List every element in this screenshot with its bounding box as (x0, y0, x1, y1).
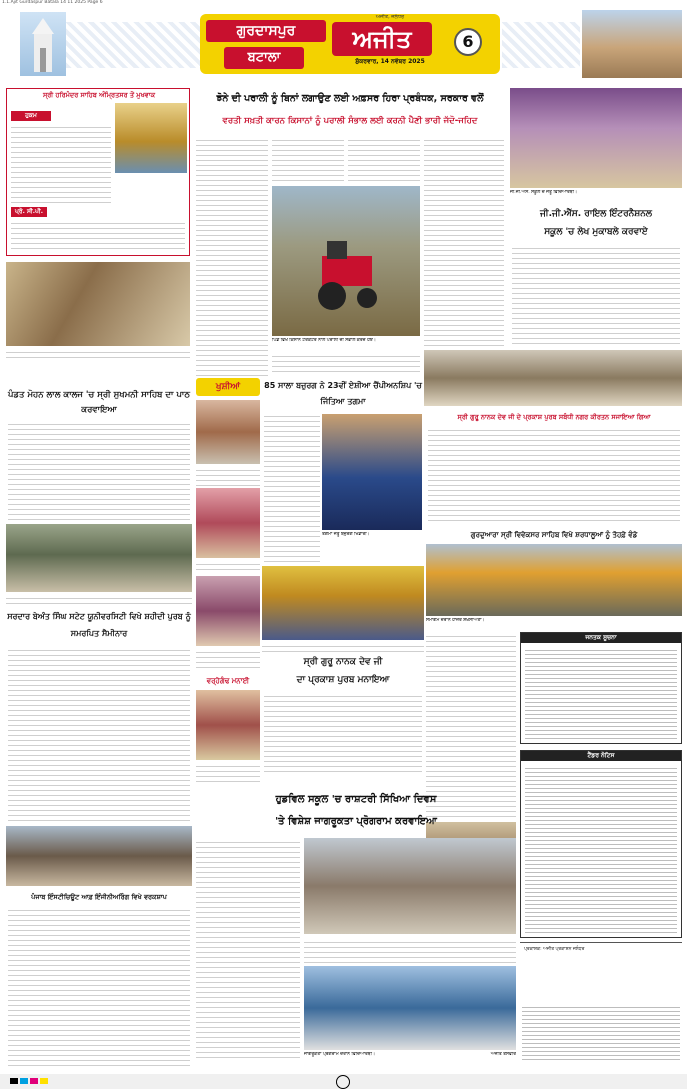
gurunanak-headline-2: ਦਾ ਪ੍ਰਕਾਸ਼ ਪੁਰਬ ਮਨਾਇਆ (296, 675, 390, 685)
gurunanak-story (264, 692, 422, 776)
hukamnama-title: ਸ੍ਰੀ ਹਰਿਮੰਦਰ ਸਾਹਿਬ ਅੰਮ੍ਰਿਤਸਰ ਤੋਂ ਮੁਖਵਾਕ (7, 89, 190, 101)
main-headline-2: ਵਰਤੀ ਸਖ਼ਤੀ ਕਾਰਨ ਕਿਸਾਨਾਂ ਨੂੰ ਪਰਾਲੀ ਸੰਭਾਲ ਲਈ ਕਰਨੀ ਪੈਣੀ ਭਾਰੀ ਜੱਦੋ-ਜਹਿਦ (222, 116, 478, 126)
ggs-story (512, 244, 680, 348)
photo-byline: ਅਜੀਤ ਤਸਵੀਰ (490, 1052, 516, 1057)
main-story-col4 (424, 136, 504, 376)
khushian-banner: ਖੁਸ਼ੀਆਂ (196, 378, 260, 396)
public-notice-box (520, 632, 682, 744)
golden-temple-image (115, 103, 187, 173)
punjab-headline: ਪੰਜਾਬ ਇੰਸਟੀਚਿਊਟ ਆਫ਼ ਇੰਜੀਨੀਅਰਿੰਗ ਵਿਖੇ ਵਰਕਸ਼ਾਪ (31, 893, 167, 901)
masthead-pattern-right (502, 22, 580, 68)
strip-headline: ਸ੍ਰੀ ਗੁਰੂ ਨਾਨਕ ਦੇਵ ਜੀ ਦੇ ਪ੍ਰਕਾਸ਼ ਪੁਰਬ ਸਬੰਧੀ ਨਗਰ ਕੀਰਤਨ ਸਜਾਇਆ ਗਿਆ (457, 413, 651, 421)
elder-caption: ਤਗਮਾ ਜੇਤੂ ਬਜ਼ੁਰਗ ਖਿਡਾਰੀ। (322, 532, 370, 537)
main-story-col1 (196, 136, 268, 376)
khushian-text-3 (196, 648, 260, 670)
gurunanak-headline-1: ਸ੍ਰੀ ਗੁਰੂ ਨਾਨਕ ਦੇਵ ਜੀ (303, 657, 383, 667)
hukam-label: ਹੁਕਮ (11, 111, 51, 121)
prof-label: ਪ੍ਰੋ. ਸੀ.ਪੀ. (11, 207, 47, 217)
main-story-col3 (348, 136, 420, 182)
color-swatch-yellow (40, 1078, 48, 1084)
city-banner-1: ਗੁਰਦਾਸਪੁਰ (206, 20, 326, 42)
tender-box (520, 750, 682, 938)
ggs-caption: ਜੀ.ਜੀ.ਐੱਸ. ਸਕੂਲ ਦੇ ਜੇਤੂ ਵਿਦਿਆਰਥੀ। (510, 190, 577, 195)
hukam-text (11, 123, 111, 203)
procession-caption (262, 642, 424, 652)
khushian-text-2 (196, 560, 260, 574)
strip-story (428, 426, 680, 524)
couple-photo-1 (196, 400, 260, 464)
main-headline-1: ਝੋਨੇ ਦੀ ਪਰਾਲੀ ਨੂੰ ਬਿਨਾਂ ਲਗਾਉਣ ਲਈ ਅਫ਼ਸਰ ਹਿਰਾ ਪ੍ਰਬੰਧਕ, ਸਰਕਾਰ ਵਲੋਂ (216, 93, 484, 104)
paper-name: ਅਜੀਤ (332, 22, 432, 56)
masthead-box (200, 14, 500, 74)
hoodwill-story-1 (196, 838, 300, 1058)
anniversary-photo (196, 690, 260, 760)
gurdwara-group-photo (424, 350, 682, 406)
gurdwara-gifts-photo (426, 544, 682, 616)
registration-mark-icon (336, 1075, 350, 1089)
hoodwill-story-2 (304, 938, 516, 964)
couple-photo-2 (196, 488, 260, 558)
hoodwill-headline-2: 'ਤੇ ਵਿਸ਼ੇਸ਼ ਜਾਗਰੂਕਤਾ ਪ੍ਰੋਗਰਾਮ ਕਰਵਾਇਆ (275, 816, 437, 827)
registration-bar (0, 1074, 687, 1089)
color-swatch-cyan (20, 1078, 28, 1084)
color-swatch-black (10, 1078, 18, 1084)
classified-text (522, 1004, 680, 1062)
procession-photo (262, 566, 424, 640)
kirtan-photo (6, 262, 190, 346)
hukamnama-box (6, 88, 190, 256)
hoodwill-caption: ਜਾਗਰੂਕਤਾ ਪ੍ਰੋਗਰਾਮ ਦੌਰਾਨ ਵਿਦਿਆਰਥੀ। (304, 1052, 376, 1057)
elder-athlete-photo (322, 414, 422, 530)
temple-icon (20, 12, 66, 76)
gurdwara-headline: ਗੁਰਦੁਆਰਾ ਸ੍ਰੀ ਵਿਵੇਕਸਰ ਸਾਹਿਬ ਵਿਖੇ ਸ਼ਰਧਾਲੂਆਂ ਨੂੰ ਤੋਹਫ਼ੇ ਵੰਡੇ (470, 531, 638, 539)
sardar-story (8, 646, 190, 822)
main-story-col2 (272, 136, 344, 182)
city-banner-2: ਬਟਾਲਾ (224, 47, 304, 69)
print-slug: 1.1.Ajit Gurdaspur Batala 14 11 2025 Page 6 (2, 0, 103, 5)
publisher-footer: ਪ੍ਰਕਾਸ਼ਕ: ਅਜੀਤ ਪ੍ਰਕਾਸ਼ਨ ਜਲੰਧਰ (520, 942, 682, 1002)
elder-story (264, 412, 320, 562)
hoodwill-classroom-photo (304, 838, 516, 934)
tender-body (525, 765, 677, 933)
anniversary-text (196, 762, 260, 782)
farm-caption: ਪਿੰਡ ਵਿਖੇ ਕਿਸਾਨ ਟਰੈਕਟਰ ਨਾਲ ਪਰਾਲੀ ਦੀ ਸੰਭਾਲ ਕਰਦੇ ਹੋਏ। (272, 338, 376, 343)
college-group-photo (6, 524, 192, 592)
building-image (582, 10, 682, 78)
pandit-story (8, 420, 190, 520)
hoodwill-students-photo (304, 966, 516, 1050)
seminar-photo (6, 826, 192, 886)
tender-title: ਟੈਂਡਰ ਨੋਟਿਸ (521, 751, 681, 761)
main-story-col2b (272, 352, 420, 376)
school-students-photo (510, 88, 682, 188)
prof-text (11, 219, 185, 253)
notice-body (525, 647, 677, 739)
ggs-headline-2: ਸਕੂਲ 'ਚ ਲੇਖ ਮੁਕਾਬਲੇ ਕਰਵਾਏ (544, 227, 648, 237)
edition-label: ਅਜੀਤ, ਜਲੰਧਰ (375, 14, 405, 20)
masthead (0, 10, 687, 78)
logo-temple-image (20, 12, 66, 76)
page-number-badge: 6 (454, 28, 482, 56)
color-swatch-magenta (30, 1078, 38, 1084)
sardar-headline: ਸਰਦਾਰ ਬੇਅੰਤ ਸਿੰਘ ਸਟੇਟ ਯੂਨੀਵਰਸਿਟੀ ਵਿਖੇ ਸ਼ਹੀਦੀ ਪੁਰਬ ਨੂੰ ਸਮਰਪਿਤ ਸੈਮੀਨਾਰ (7, 612, 191, 638)
varshgandh-banner: ਵਰ੍ਹੇਗੰਢ ਮਨਾਈ (206, 677, 250, 685)
tractor-icon (272, 186, 420, 336)
khushian-text-1 (196, 466, 260, 486)
elder-headline: 85 ਸਾਲਾ ਬਜ਼ੁਰਗ ਨੇ 23ਵੀਂ ਏਸ਼ੀਆ ਚੈਂਪੀਅਨਸ਼ਿਪ 'ਚ ਜਿੱਤਿਆ ਤਗਮਾ (264, 381, 422, 406)
ggs-headline-1: ਜੀ.ਜੀ.ਐੱਸ. ਰਾਇਲ ਇੰਟਰਨੈਸ਼ਨਲ (540, 209, 652, 219)
kirtan-caption (6, 348, 190, 360)
pandit-headline: ਪੰਡਤ ਮੋਹਨ ਲਾਲ ਕਾਲਜ 'ਚ ਸ੍ਰੀ ਸੁਖਮਨੀ ਸਾਹਿਬ ਦਾ ਪਾਠ ਕਰਵਾਇਆ (8, 390, 190, 415)
tractor-photo (272, 186, 420, 336)
college-caption (6, 594, 192, 604)
hoodwill-headline-1: ਹੁਡਵਿਲ ਸਕੂਲ 'ਚ ਰਾਸ਼ਟਰੀ ਸਿੱਖਿਆ ਦਿਵਸ (275, 794, 437, 805)
punjab-story (8, 906, 190, 1066)
couple-photo-3 (196, 576, 260, 646)
notice-title: ਜਨਤਕ ਸੂਚਨਾ (521, 633, 681, 643)
gurdwara-caption: ਸਮਾਗਮ ਦੌਰਾਨ ਹਾਜ਼ਰ ਸ਼ਖ਼ਸੀਅਤਾਂ। (426, 618, 485, 623)
masthead-pattern-left (66, 22, 202, 68)
issue-date: ਸ਼ੁੱਕਰਵਾਰ, 14 ਨਵੰਬਰ 2025 (355, 58, 425, 65)
